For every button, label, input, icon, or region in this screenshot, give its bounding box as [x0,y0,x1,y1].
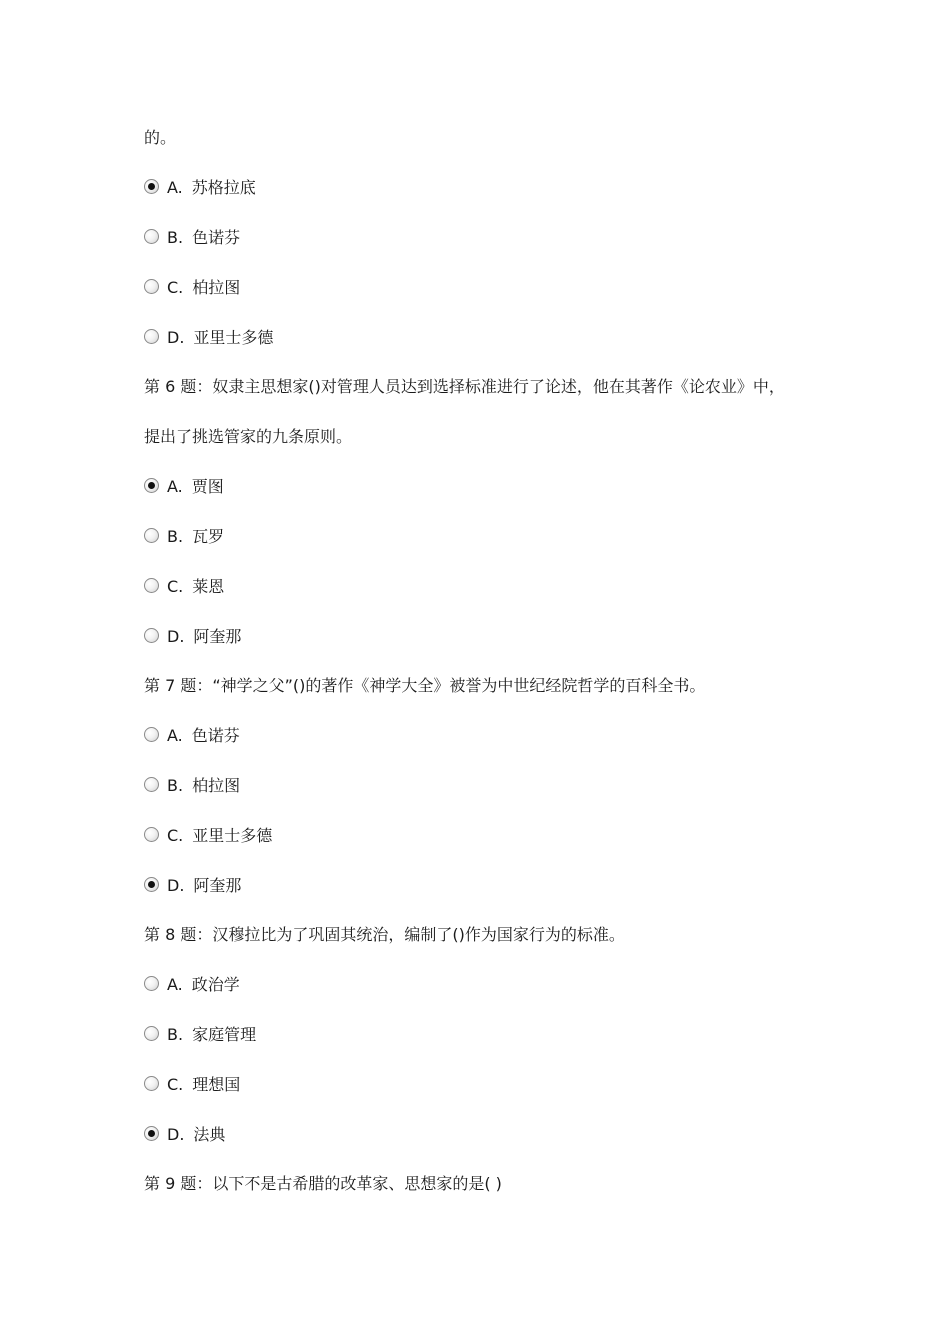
q5-option-c[interactable] [144,277,240,299]
option-letter: A. [167,178,183,197]
radio-button-icon[interactable] [144,827,159,842]
radio-button-selected-icon[interactable] [144,1126,159,1141]
radio-button-icon[interactable] [144,1076,159,1091]
option-letter: C. [167,577,184,596]
option-letter: A. [167,726,183,745]
option-text: 亚里士多德 [193,328,274,347]
option-text: 贾图 [191,477,224,496]
option-text: 阿奎那 [193,627,242,646]
radio-button-icon[interactable] [144,777,159,792]
q6-option-b[interactable] [144,526,224,548]
option-letter: A. [167,975,183,994]
option-text: 阿奎那 [193,876,242,895]
radio-button-selected-icon[interactable] [144,877,159,892]
option-text: 色诺芬 [192,228,241,247]
option-letter: D. [167,627,185,646]
option-letter: D. [167,328,185,347]
option-letter: D. [167,1125,185,1144]
option-text: 莱恩 [192,577,225,596]
radio-button-icon[interactable] [144,229,159,244]
option-text: 亚里士多德 [192,826,273,845]
option-letter: B. [167,1025,184,1044]
option-text: 政治学 [191,975,240,994]
q7-option-b[interactable] [144,775,240,797]
q5-option-b[interactable] [144,227,240,249]
question-9-text: 第 9 题：以下不是古希腊的改革家、思想家的是( ) [144,1174,502,1193]
radio-button-icon[interactable] [144,329,159,344]
option-text: 苏格拉底 [191,178,256,197]
radio-button-icon[interactable] [144,528,159,543]
option-text: 法典 [193,1125,226,1144]
q5-option-a[interactable] [144,177,256,199]
q7-option-d[interactable] [144,875,241,897]
radio-button-icon[interactable] [144,279,159,294]
question-6-text-line-2: 提出了挑选管家的九条原则。 [144,427,353,446]
q7-option-a[interactable] [144,725,240,747]
q8-option-b[interactable] [144,1024,256,1046]
q6-option-c[interactable] [144,576,224,598]
option-text: 家庭管理 [192,1025,257,1044]
option-letter: B. [167,228,184,247]
radio-button-selected-icon[interactable] [144,478,159,493]
radio-button-icon[interactable] [144,727,159,742]
radio-button-selected-icon[interactable] [144,179,159,194]
option-text: 瓦罗 [192,527,225,546]
option-letter: C. [167,826,184,845]
q8-option-d[interactable] [144,1124,225,1146]
question-8-text: 第 8 题：汉穆拉比为了巩固其统治，编制了()作为国家行为的标准。 [144,925,625,944]
question-6-text-line-1: 第 6 题：奴隶主思想家()对管理人员达到选择标准进行了论述，他在其著作《论农业》中， [144,377,785,396]
option-letter: C. [167,278,184,297]
radio-button-icon[interactable] [144,628,159,643]
option-letter: B. [167,776,184,795]
option-text: 色诺芬 [191,726,240,745]
q6-option-a[interactable] [144,476,224,498]
q5-option-d[interactable] [144,327,273,349]
option-text: 理想国 [192,1075,241,1094]
option-letter: A. [167,477,183,496]
option-text: 柏拉图 [192,278,241,297]
q7-option-c[interactable] [144,825,272,847]
q6-option-d[interactable] [144,626,241,648]
option-letter: C. [167,1075,184,1094]
q8-option-c[interactable] [144,1074,240,1096]
question-5-text-tail: 的。 [144,128,177,147]
q8-option-a[interactable] [144,974,240,996]
option-letter: D. [167,876,185,895]
radio-button-icon[interactable] [144,578,159,593]
question-7-text: 第 7 题：“神学之父”()的著作《神学大全》被誉为中世纪经院哲学的百科全书。 [144,676,706,695]
radio-button-icon[interactable] [144,1026,159,1041]
radio-button-icon[interactable] [144,976,159,991]
option-letter: B. [167,527,184,546]
option-text: 柏拉图 [192,776,241,795]
